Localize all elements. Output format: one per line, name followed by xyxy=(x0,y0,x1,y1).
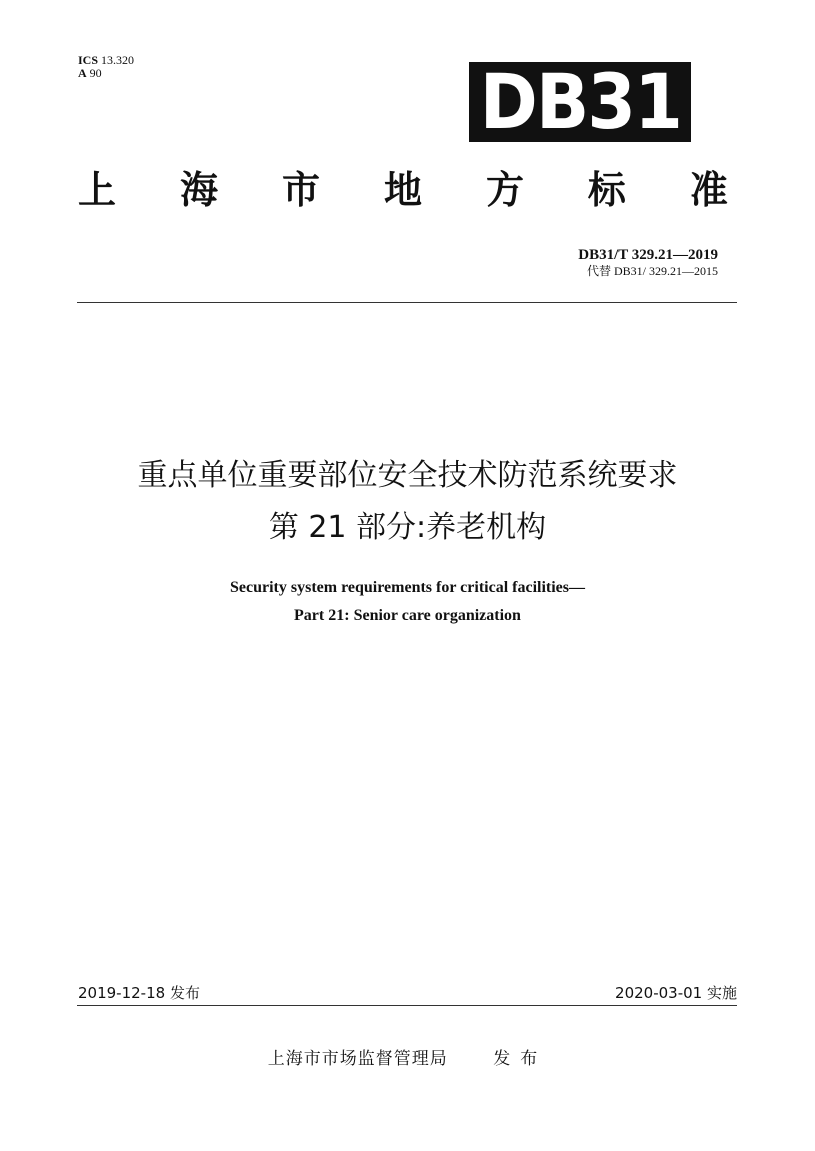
standard-code: DB31/T 329.21—2019 xyxy=(578,247,718,263)
ics-label: ICS xyxy=(78,53,99,67)
title-en-line2: Part 21: Senior care organization xyxy=(294,607,521,624)
banner-char: 标 xyxy=(587,168,626,212)
logo-text: DB31 xyxy=(479,62,681,142)
banner-char: 上 xyxy=(78,168,117,212)
standard-code-block xyxy=(578,247,718,278)
standard-type-banner xyxy=(78,168,728,212)
replaces-code: 代替 DB31/ 329.21—2015 xyxy=(586,264,718,278)
banner-char: 地 xyxy=(383,168,422,212)
ccs-line xyxy=(78,67,134,80)
title-zh-line1: 重点单位重要部位安全技术防范系统要求 xyxy=(137,458,678,493)
title-en-line1: Security system requirements for critical facilities— xyxy=(229,579,585,596)
banner-char: 海 xyxy=(179,168,218,212)
issuer-line xyxy=(0,1048,815,1070)
db31-logo xyxy=(469,62,691,142)
banner-char: 方 xyxy=(485,168,524,212)
ccs-value: 90 xyxy=(89,66,102,80)
title-zh-line2: 第 21 部分:养老机构 xyxy=(268,510,547,545)
top-divider xyxy=(77,302,737,303)
ccs-label: A xyxy=(78,66,87,80)
issuer-action: 发布 xyxy=(493,1049,548,1069)
implement-date: 2020-03-01 实施 xyxy=(615,984,737,1002)
banner-char: 准 xyxy=(689,168,728,212)
issuer-org: 上海市市场监督管理局 xyxy=(267,1049,448,1069)
bottom-divider xyxy=(77,1005,737,1006)
publish-date: 2019-12-18 发布 xyxy=(78,984,200,1002)
banner-char: 市 xyxy=(281,168,320,212)
classification-codes xyxy=(78,54,134,80)
ics-value: 13.320 xyxy=(101,53,135,67)
